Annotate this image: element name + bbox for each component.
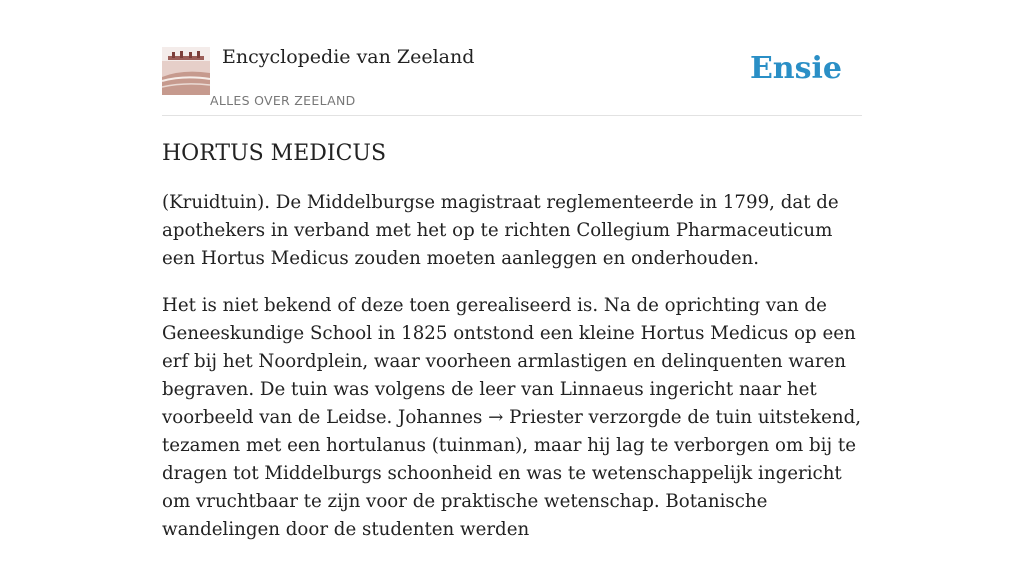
article-title: HORTUS MEDICUS — [162, 141, 387, 166]
book-thumbnail-icon — [162, 47, 210, 95]
site-subtitle: ALLES OVER ZEELAND — [210, 93, 356, 108]
site-header — [162, 0, 862, 116]
article-paragraph-1: (Kruidtuin). De Middelburgse magistraat reglementeerde in 1799, dat de apothekers in verband met het op te richten Collegium Pharmaceuticum een Hortus Medicus zouden moeten aanleggen en onderhouden. — [162, 192, 839, 269]
site-title-link[interactable]: Encyclopedie van Zeeland — [222, 46, 475, 68]
article-content — [162, 138, 862, 563]
brand-logo-link[interactable]: Ensie — [749, 51, 842, 86]
article-paragraph-2: Het is niet bekend of deze toen gerealiseerd is. Na de oprichting van de Geneeskundige School in 1825 ontstond een kleine Hortus Medicus op een erf bij het Noordplein, waar voorheen armlastigen en delinquenten waren begraven. De tuin was volgens de leer van Linnaeus ingericht naar het voorbeeld van de Leidse. Johannes → Priester verzorgde de tuin uitstekend, tezamen met een hortulanus (tuinman), maar hij lag te verborgen om bij te dragen tot Middelburgs schoonheid en was te wetenschappelijk ingericht om vruchtbaar te zijn voor de praktische wetenschap. Botanische wandelingen door de studenten werden — [162, 295, 862, 540]
site-avatar[interactable] — [162, 47, 210, 95]
